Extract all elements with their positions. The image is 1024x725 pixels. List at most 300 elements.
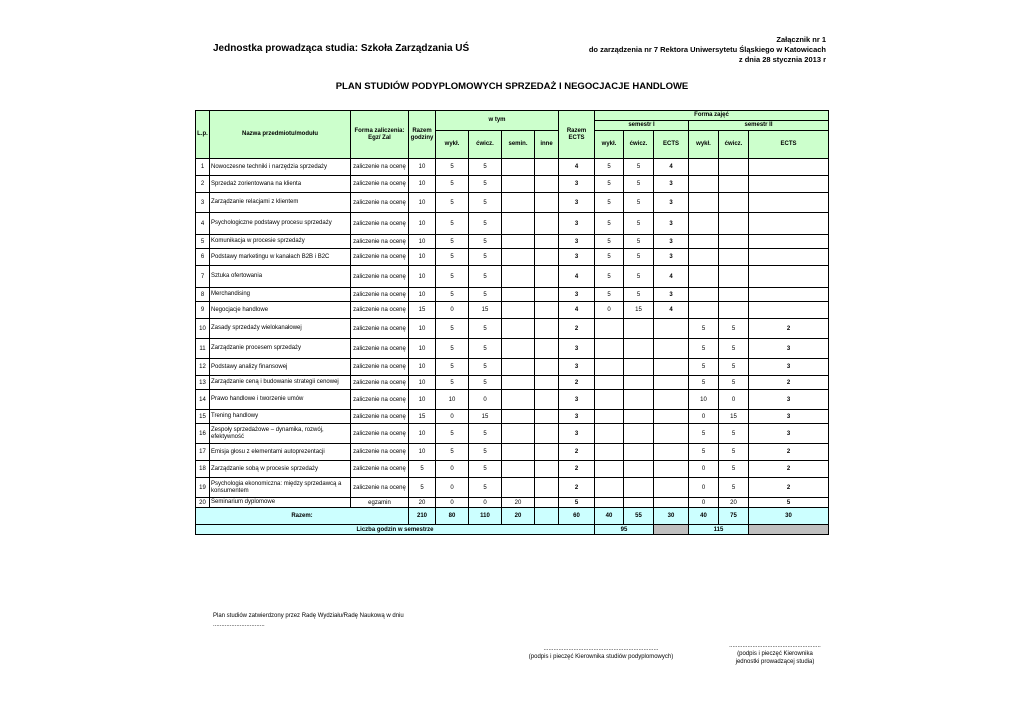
sem2-ects bbox=[749, 176, 829, 193]
subject-name: Komunikacja w procesie sprzedaży bbox=[210, 235, 351, 249]
lp-cell: 16 bbox=[196, 424, 210, 444]
sem2-ects bbox=[749, 235, 829, 249]
hours-cell: 20 bbox=[409, 498, 436, 508]
sem1-lecture bbox=[595, 359, 624, 376]
exercise-hours: 5 bbox=[469, 235, 502, 249]
sem1-lecture bbox=[595, 444, 624, 461]
seminar-hours bbox=[502, 288, 535, 302]
sem2-lecture: 5 bbox=[689, 319, 719, 339]
table-row bbox=[196, 444, 829, 461]
seminar-hours bbox=[502, 159, 535, 176]
sem1-lecture bbox=[595, 478, 624, 498]
table-row bbox=[196, 376, 829, 390]
ects-total: 3 bbox=[559, 339, 595, 359]
other-hours bbox=[535, 235, 559, 249]
sem2-lecture bbox=[689, 213, 719, 235]
exercise-hours: 5 bbox=[469, 193, 502, 213]
sem1-exercise bbox=[624, 390, 654, 410]
sem2-lecture: 5 bbox=[689, 359, 719, 376]
ects-total: 3 bbox=[559, 359, 595, 376]
exercise-hours: 5 bbox=[469, 249, 502, 266]
header-semestr-1: semestr I bbox=[595, 121, 689, 131]
seminar-hours bbox=[502, 213, 535, 235]
approval-dots: ............................... bbox=[213, 622, 265, 628]
lecture-hours: 5 bbox=[436, 266, 469, 288]
header-forma-zajec: Forma zajęć bbox=[595, 111, 829, 121]
exercise-hours: 5 bbox=[469, 478, 502, 498]
sem2-lecture bbox=[689, 159, 719, 176]
sem1-ects: 4 bbox=[654, 159, 689, 176]
sem1-exercise: 5 bbox=[624, 235, 654, 249]
seminar-hours bbox=[502, 359, 535, 376]
lp-cell: 14 bbox=[196, 390, 210, 410]
other-hours bbox=[535, 302, 559, 319]
lecture-hours: 0 bbox=[436, 478, 469, 498]
other-hours bbox=[535, 288, 559, 302]
forma-zaliczenia: zaliczenie na ocenę bbox=[351, 461, 409, 478]
lecture-hours: 5 bbox=[436, 359, 469, 376]
table-row bbox=[196, 302, 829, 319]
signature-line: ....................................................... bbox=[729, 643, 821, 649]
semester-hours-row bbox=[196, 525, 829, 535]
hours-cell: 10 bbox=[409, 424, 436, 444]
exercise-hours: 5 bbox=[469, 176, 502, 193]
sem1-ects: 3 bbox=[654, 249, 689, 266]
seminar-hours bbox=[502, 424, 535, 444]
sem1-lecture bbox=[595, 498, 624, 508]
sem1-ects bbox=[654, 319, 689, 339]
sum-godziny: 210 bbox=[409, 508, 436, 525]
sem2-ects: 3 bbox=[749, 339, 829, 359]
sem2-ects bbox=[749, 159, 829, 176]
header-s2-wykl: wykł. bbox=[689, 131, 719, 159]
ects-total: 4 bbox=[559, 302, 595, 319]
forma-zaliczenia: zaliczenie na ocenę bbox=[351, 266, 409, 288]
header-razem-ects: Razem ECTS bbox=[559, 111, 595, 159]
signature-unit-head bbox=[722, 642, 828, 666]
sem1-exercise: 5 bbox=[624, 288, 654, 302]
hours-cell: 10 bbox=[409, 288, 436, 302]
seminar-hours bbox=[502, 390, 535, 410]
sem2-lecture: 0 bbox=[689, 410, 719, 424]
subject-name: Zarządzanie ceną i budowanie strategii cenowej bbox=[210, 376, 351, 390]
sem1-exercise bbox=[624, 319, 654, 339]
sem2-lecture bbox=[689, 176, 719, 193]
semester-1-hours: 95 bbox=[595, 525, 654, 535]
forma-zaliczenia: zaliczenie na ocenę bbox=[351, 249, 409, 266]
annex-line-3: z dnia 28 stycznia 2013 r bbox=[738, 55, 826, 64]
subject-name: Psychologiczne podstawy procesu sprzedaży bbox=[210, 213, 351, 235]
lp-cell: 5 bbox=[196, 235, 210, 249]
lp-cell: 13 bbox=[196, 376, 210, 390]
seminar-hours bbox=[502, 319, 535, 339]
table-row bbox=[196, 390, 829, 410]
forma-zaliczenia: zaliczenie na ocenę bbox=[351, 319, 409, 339]
sem2-exercise bbox=[719, 288, 749, 302]
sum-inne bbox=[535, 508, 559, 525]
sem1-ects bbox=[654, 359, 689, 376]
sem1-ects: 4 bbox=[654, 266, 689, 288]
lp-cell: 17 bbox=[196, 444, 210, 461]
signature-program-head bbox=[528, 645, 674, 661]
other-hours bbox=[535, 478, 559, 498]
other-hours bbox=[535, 461, 559, 478]
hours-cell: 15 bbox=[409, 410, 436, 424]
sem2-lecture bbox=[689, 266, 719, 288]
ects-total: 2 bbox=[559, 376, 595, 390]
sem2-lecture bbox=[689, 302, 719, 319]
sum-ects: 60 bbox=[559, 508, 595, 525]
sem1-ects: 3 bbox=[654, 176, 689, 193]
sem1-ects bbox=[654, 376, 689, 390]
table-row bbox=[196, 359, 829, 376]
study-plan-table bbox=[195, 110, 829, 535]
seminar-hours bbox=[502, 249, 535, 266]
header-name: Nazwa przedmiotu/modułu bbox=[210, 111, 351, 159]
lp-cell: 19 bbox=[196, 478, 210, 498]
subject-name: Sprzedaż zorientowana na klienta bbox=[210, 176, 351, 193]
sem2-exercise: 5 bbox=[719, 319, 749, 339]
other-hours bbox=[535, 498, 559, 508]
seminar-hours bbox=[502, 339, 535, 359]
sem1-ects bbox=[654, 410, 689, 424]
forma-zaliczenia: zaliczenie na ocenę bbox=[351, 159, 409, 176]
sem2-exercise bbox=[719, 249, 749, 266]
table-row bbox=[196, 461, 829, 478]
sem1-ects: 3 bbox=[654, 213, 689, 235]
sem2-ects: 3 bbox=[749, 359, 829, 376]
table-row bbox=[196, 266, 829, 288]
ects-total: 3 bbox=[559, 193, 595, 213]
lp-cell: 18 bbox=[196, 461, 210, 478]
annex-line-1: Załącznik nr 1 bbox=[776, 35, 826, 44]
subject-name: Negocjacje handlowe bbox=[210, 302, 351, 319]
sum-s2-cwicz: 75 bbox=[719, 508, 749, 525]
seminar-hours bbox=[502, 444, 535, 461]
subject-name: Podstawy marketingu w kanałach B2B i B2C bbox=[210, 249, 351, 266]
sem2-lecture bbox=[689, 235, 719, 249]
semester-2-filler bbox=[749, 525, 829, 535]
sem2-exercise: 5 bbox=[719, 478, 749, 498]
ects-total: 3 bbox=[559, 213, 595, 235]
sum-s2-wykl: 40 bbox=[689, 508, 719, 525]
semester-2-hours: 115 bbox=[689, 525, 749, 535]
sem1-exercise bbox=[624, 498, 654, 508]
header-cwicz: ćwicz. bbox=[469, 131, 502, 159]
sem2-lecture: 0 bbox=[689, 478, 719, 498]
hours-cell: 5 bbox=[409, 461, 436, 478]
header-semestr-2: semestr II bbox=[689, 121, 829, 131]
ects-total: 5 bbox=[559, 498, 595, 508]
sem1-exercise bbox=[624, 359, 654, 376]
sem2-ects bbox=[749, 213, 829, 235]
other-hours bbox=[535, 339, 559, 359]
sem1-ects bbox=[654, 498, 689, 508]
table-row bbox=[196, 288, 829, 302]
lecture-hours: 5 bbox=[436, 176, 469, 193]
semester-1-filler bbox=[654, 525, 689, 535]
sem1-exercise: 5 bbox=[624, 249, 654, 266]
hours-cell: 10 bbox=[409, 359, 436, 376]
sem1-ects: 3 bbox=[654, 235, 689, 249]
exercise-hours: 5 bbox=[469, 376, 502, 390]
sum-cwicz: 110 bbox=[469, 508, 502, 525]
sem2-lecture bbox=[689, 288, 719, 302]
lp-cell: 7 bbox=[196, 266, 210, 288]
sem2-exercise: 5 bbox=[719, 444, 749, 461]
sem2-exercise: 5 bbox=[719, 376, 749, 390]
sem2-ects: 3 bbox=[749, 424, 829, 444]
forma-zaliczenia: zaliczenie na ocenę bbox=[351, 478, 409, 498]
exercise-hours: 5 bbox=[469, 339, 502, 359]
sem2-lecture: 5 bbox=[689, 376, 719, 390]
sem2-lecture: 10 bbox=[689, 390, 719, 410]
sem2-exercise bbox=[719, 302, 749, 319]
header-wykl: wykł. bbox=[436, 131, 469, 159]
sem1-lecture bbox=[595, 319, 624, 339]
forma-zaliczenia: zaliczenie na ocenę bbox=[351, 444, 409, 461]
lecture-hours: 5 bbox=[436, 424, 469, 444]
lecture-hours: 5 bbox=[436, 213, 469, 235]
sem1-lecture: 5 bbox=[595, 235, 624, 249]
signature-caption-line-2: jednostki prowadzącej studia) bbox=[735, 659, 815, 665]
table-row bbox=[196, 159, 829, 176]
lecture-hours: 0 bbox=[436, 302, 469, 319]
other-hours bbox=[535, 193, 559, 213]
other-hours bbox=[535, 176, 559, 193]
sem1-lecture: 5 bbox=[595, 159, 624, 176]
sum-row bbox=[196, 508, 829, 525]
sem2-exercise bbox=[719, 193, 749, 213]
sem2-ects: 2 bbox=[749, 478, 829, 498]
lp-cell: 9 bbox=[196, 302, 210, 319]
exercise-hours: 0 bbox=[469, 390, 502, 410]
sem1-ects bbox=[654, 478, 689, 498]
lecture-hours: 5 bbox=[436, 319, 469, 339]
header-razem-godziny: Razem godziny bbox=[409, 111, 436, 159]
hours-cell: 10 bbox=[409, 213, 436, 235]
lecture-hours: 5 bbox=[436, 288, 469, 302]
hours-cell: 10 bbox=[409, 266, 436, 288]
sem1-exercise bbox=[624, 339, 654, 359]
sem1-exercise: 5 bbox=[624, 176, 654, 193]
sem1-lecture: 5 bbox=[595, 266, 624, 288]
lp-cell: 8 bbox=[196, 288, 210, 302]
approval-note bbox=[213, 612, 404, 630]
exercise-hours: 5 bbox=[469, 319, 502, 339]
sem2-exercise: 0 bbox=[719, 390, 749, 410]
ects-total: 3 bbox=[559, 249, 595, 266]
header-s1-cwicz: ćwicz. bbox=[624, 131, 654, 159]
semester-hours-label: Liczba godzin w semestrze bbox=[196, 525, 595, 535]
lp-cell: 10 bbox=[196, 319, 210, 339]
annex-line-2: do zarządzenia nr 7 Rektora Uniwersytetu Śląskiego w Katowicach bbox=[588, 45, 826, 54]
lp-cell: 1 bbox=[196, 159, 210, 176]
annex-info bbox=[589, 35, 826, 65]
lp-cell: 15 bbox=[196, 410, 210, 424]
hours-cell: 10 bbox=[409, 176, 436, 193]
sem1-exercise: 5 bbox=[624, 193, 654, 213]
sem2-ects: 3 bbox=[749, 390, 829, 410]
sem1-exercise: 5 bbox=[624, 266, 654, 288]
sem2-exercise: 5 bbox=[719, 461, 749, 478]
sem2-ects: 5 bbox=[749, 498, 829, 508]
header-s1-ects: ECTS bbox=[654, 131, 689, 159]
lecture-hours: 5 bbox=[436, 249, 469, 266]
table-row bbox=[196, 478, 829, 498]
sem2-lecture: 5 bbox=[689, 424, 719, 444]
seminar-hours bbox=[502, 266, 535, 288]
other-hours bbox=[535, 444, 559, 461]
approval-text: Plan studiów zatwierdzony przez Radę Wydziału/Radę Naukową w dniu bbox=[213, 613, 404, 619]
exercise-hours: 5 bbox=[469, 461, 502, 478]
sem1-exercise bbox=[624, 424, 654, 444]
other-hours bbox=[535, 376, 559, 390]
lp-cell: 3 bbox=[196, 193, 210, 213]
table-row bbox=[196, 193, 829, 213]
subject-name: Zasady sprzedaży wielokanałowej bbox=[210, 319, 351, 339]
ects-total: 4 bbox=[559, 159, 595, 176]
forma-zaliczenia: zaliczenie na ocenę bbox=[351, 424, 409, 444]
forma-zaliczenia: zaliczenie na ocenę bbox=[351, 410, 409, 424]
table-header bbox=[196, 111, 829, 159]
ects-total: 2 bbox=[559, 319, 595, 339]
table-row bbox=[196, 410, 829, 424]
subject-name: Trening handlowy bbox=[210, 410, 351, 424]
signature-caption: (podpis i pieczęć Kierownika studiów podyplomowych) bbox=[528, 654, 674, 660]
unit-label: Jednostka prowadząca studia: Szkoła Zarządzania UŚ bbox=[213, 43, 470, 54]
sem1-lecture bbox=[595, 390, 624, 410]
header-semin: semin. bbox=[502, 131, 535, 159]
seminar-hours bbox=[502, 410, 535, 424]
sem1-lecture: 0 bbox=[595, 302, 624, 319]
hours-cell: 5 bbox=[409, 478, 436, 498]
sem1-lecture bbox=[595, 461, 624, 478]
hours-cell: 10 bbox=[409, 444, 436, 461]
forma-zaliczenia: zaliczenie na ocenę bbox=[351, 288, 409, 302]
forma-zaliczenia: zaliczenie na ocenę bbox=[351, 235, 409, 249]
ects-total: 3 bbox=[559, 390, 595, 410]
subject-name: Zarządzanie procesem sprzedaży bbox=[210, 339, 351, 359]
ects-total: 2 bbox=[559, 478, 595, 498]
table-row bbox=[196, 249, 829, 266]
seminar-hours bbox=[502, 478, 535, 498]
sem1-ects bbox=[654, 339, 689, 359]
sem1-lecture: 5 bbox=[595, 193, 624, 213]
seminar-hours bbox=[502, 461, 535, 478]
ects-total: 3 bbox=[559, 424, 595, 444]
exercise-hours: 5 bbox=[469, 359, 502, 376]
lp-cell: 11 bbox=[196, 339, 210, 359]
sem2-lecture bbox=[689, 193, 719, 213]
hours-cell: 15 bbox=[409, 302, 436, 319]
ects-total: 3 bbox=[559, 176, 595, 193]
exercise-hours: 5 bbox=[469, 444, 502, 461]
sem1-ects bbox=[654, 444, 689, 461]
header-s2-ects: ECTS bbox=[749, 131, 829, 159]
lecture-hours: 5 bbox=[436, 159, 469, 176]
header-forma: Forma zaliczenia: Egz/ Zal bbox=[351, 111, 409, 159]
table-row bbox=[196, 176, 829, 193]
ects-total: 2 bbox=[559, 461, 595, 478]
subject-name: Psychologia ekonomiczna: między sprzedawcą a konsumentem bbox=[210, 478, 351, 498]
sem2-ects bbox=[749, 266, 829, 288]
sem2-exercise: 5 bbox=[719, 424, 749, 444]
lp-cell: 6 bbox=[196, 249, 210, 266]
header-w-tym: w tym bbox=[436, 111, 559, 131]
forma-zaliczenia: zaliczenie na ocenę bbox=[351, 302, 409, 319]
sem2-exercise: 5 bbox=[719, 359, 749, 376]
seminar-hours bbox=[502, 193, 535, 213]
subject-name: Zespoły sprzedażowe – dynamika, rozwój, efektywność bbox=[210, 424, 351, 444]
seminar-hours bbox=[502, 176, 535, 193]
lecture-hours: 5 bbox=[436, 376, 469, 390]
table-row bbox=[196, 213, 829, 235]
sem1-exercise: 5 bbox=[624, 159, 654, 176]
table-row bbox=[196, 235, 829, 249]
sem1-ects bbox=[654, 390, 689, 410]
lp-cell: 12 bbox=[196, 359, 210, 376]
forma-zaliczenia: zaliczenie na ocenę bbox=[351, 213, 409, 235]
sem2-ects: 2 bbox=[749, 319, 829, 339]
header-inne: inne bbox=[535, 131, 559, 159]
header-lp: L.p. bbox=[196, 111, 210, 159]
sem2-exercise bbox=[719, 235, 749, 249]
exercise-hours: 5 bbox=[469, 266, 502, 288]
table-row bbox=[196, 498, 829, 508]
other-hours bbox=[535, 410, 559, 424]
hours-cell: 10 bbox=[409, 390, 436, 410]
sem2-exercise bbox=[719, 213, 749, 235]
sem2-lecture: 5 bbox=[689, 444, 719, 461]
table-row bbox=[196, 319, 829, 339]
hours-cell: 10 bbox=[409, 376, 436, 390]
hours-cell: 10 bbox=[409, 193, 436, 213]
hours-cell: 10 bbox=[409, 319, 436, 339]
sem2-exercise: 5 bbox=[719, 339, 749, 359]
header-s1-wykl: wykł. bbox=[595, 131, 624, 159]
sum-label: Razem: bbox=[196, 508, 409, 525]
sem1-lecture bbox=[595, 339, 624, 359]
lecture-hours: 5 bbox=[436, 193, 469, 213]
lp-cell: 20 bbox=[196, 498, 210, 508]
subject-name: Prawo handlowe i tworzenie umów bbox=[210, 390, 351, 410]
sum-s1-wykl: 40 bbox=[595, 508, 624, 525]
hours-cell: 10 bbox=[409, 339, 436, 359]
sem1-lecture: 5 bbox=[595, 249, 624, 266]
seminar-hours: 20 bbox=[502, 498, 535, 508]
other-hours bbox=[535, 213, 559, 235]
sem1-lecture bbox=[595, 424, 624, 444]
exercise-hours: 15 bbox=[469, 302, 502, 319]
subject-name: Sztuka ofertowania bbox=[210, 266, 351, 288]
sem2-lecture: 0 bbox=[689, 461, 719, 478]
sem1-lecture bbox=[595, 376, 624, 390]
sum-semin: 20 bbox=[502, 508, 535, 525]
seminar-hours bbox=[502, 235, 535, 249]
hours-cell: 10 bbox=[409, 249, 436, 266]
lp-cell: 2 bbox=[196, 176, 210, 193]
sem2-ects: 2 bbox=[749, 444, 829, 461]
sem2-ects bbox=[749, 249, 829, 266]
seminar-hours bbox=[502, 302, 535, 319]
exercise-hours: 15 bbox=[469, 410, 502, 424]
exercise-hours: 5 bbox=[469, 288, 502, 302]
sem1-exercise bbox=[624, 478, 654, 498]
forma-zaliczenia: zaliczenie na ocenę bbox=[351, 376, 409, 390]
sem1-ects: 3 bbox=[654, 288, 689, 302]
sem2-ects bbox=[749, 288, 829, 302]
